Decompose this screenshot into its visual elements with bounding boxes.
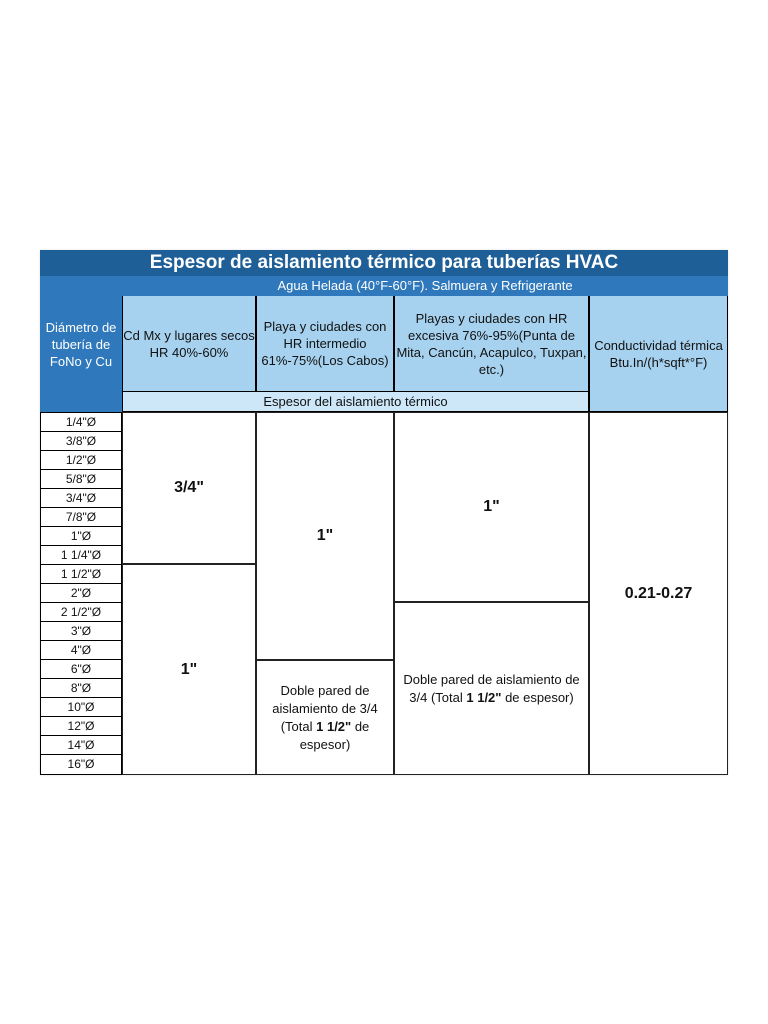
pipe-size-row: 3"Ø (41, 622, 121, 641)
pipe-size-row: 4"Ø (41, 641, 121, 660)
cell-intermedio-bottom: Doble pared de aislamiento de 3/4 (Total 1 1/2" de espesor) (256, 660, 394, 775)
cell-cd-mx-small: 3/4" (122, 412, 256, 564)
cell-excesiva-top: 1" (394, 412, 589, 602)
pipe-size-row: 1 1/4"Ø (41, 546, 121, 565)
pipe-size-row: 7/8"Ø (41, 508, 121, 527)
pipe-size-row: 14"Ø (41, 736, 121, 755)
pipe-size-row: 16"Ø (67, 757, 95, 771)
pipe-size-list (40, 412, 122, 775)
cell-cd-mx-large: 1" (122, 564, 256, 775)
pipe-size-row: 1"Ø (41, 527, 121, 546)
header-conductividad: Conductividad térmica Btu.In/(h*sqft*°F) (589, 296, 728, 412)
cell-conductividad: 0.21-0.27 (589, 412, 728, 775)
pipe-size-row: 2 1/2"Ø (41, 603, 121, 622)
pipe-size-row: 10"Ø (41, 698, 121, 717)
espesor-header: Espesor del aislamiento térmico (122, 392, 589, 412)
pipe-size-row: 2"Ø (41, 584, 121, 603)
pipe-size-row: 6"Ø (41, 660, 121, 679)
pipe-size-row: 1/4"Ø (41, 413, 121, 432)
table-subtitle: Agua Helada (40°F-60°F). Salmuera y Refrigerante (122, 276, 728, 296)
pipe-size-row: 1 1/2"Ø (41, 565, 121, 584)
pipe-size-row: 12"Ø (41, 717, 121, 736)
diameter-header: Diámetro de tubería de FoNo y Cu (40, 276, 122, 412)
insulation-table-card (40, 250, 728, 775)
header-playa-intermedio: Playa y ciudades con HR intermedio 61%-75%(Los Cabos) (256, 296, 394, 392)
pipe-size-row: 8"Ø (41, 679, 121, 698)
header-cd-mx: Cd Mx y lugares secos HR 40%-60% (122, 296, 256, 392)
cell-excesiva-bottom: Doble pared de aislamiento de 3/4 (Total 1 1/2" de espesor) (394, 602, 589, 775)
pipe-size-row: 5/8"Ø (41, 470, 121, 489)
pipe-size-row: 3/8"Ø (41, 432, 121, 451)
table-title: Espesor de aislamiento térmico para tuberías HVAC (40, 250, 728, 276)
pipe-size-row: 3/4"Ø (41, 489, 121, 508)
cell-intermedio-top: 1" (256, 412, 394, 660)
pipe-size-row: 1/2"Ø (41, 451, 121, 470)
header-playa-excesiva: Playas y ciudades con HR excesiva 76%-95%(Punta de Mita, Cancún, Acapulco, Tuxpan, etc.) (394, 296, 589, 392)
